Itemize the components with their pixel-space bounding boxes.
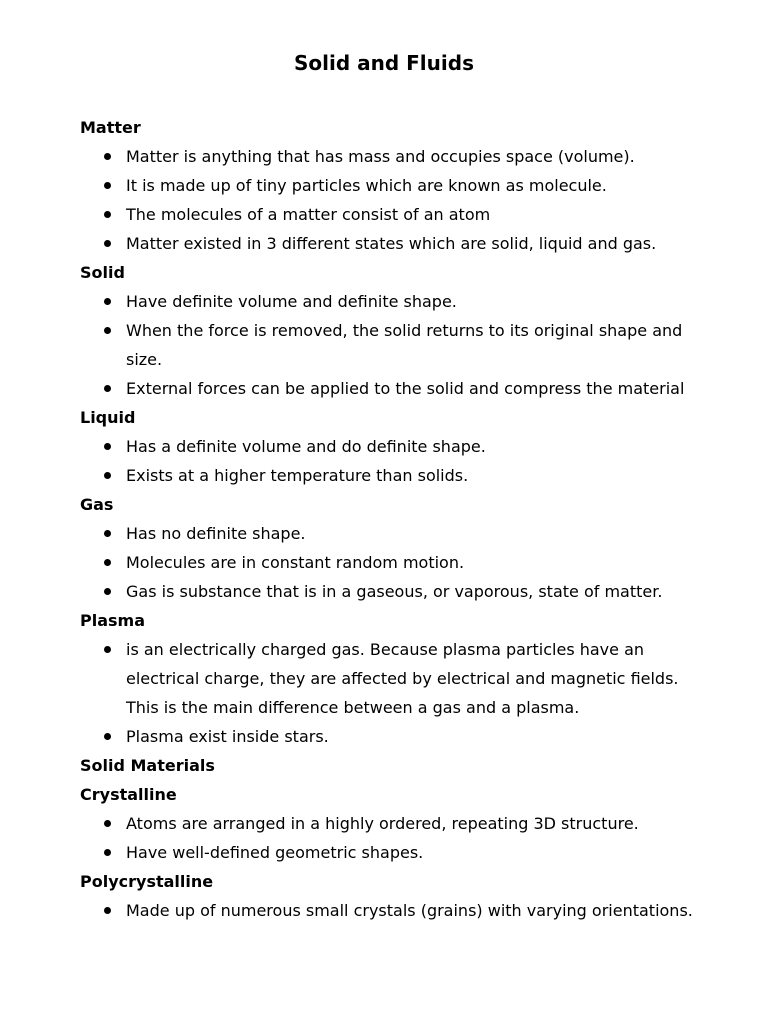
list-item-text: Made up of numerous small crystals (grains) with varying orientations. [126,901,693,920]
bullet-icon [104,733,111,740]
bullet-icon [104,530,111,537]
list-item-text: Exists at a higher temperature than solids. [126,466,469,485]
list-item-text: It is made up of tiny particles which are known as molecule. [126,176,607,195]
bullet-list-solid [80,287,716,403]
bullet-icon [104,646,111,653]
bullet-icon [104,211,111,218]
bullet-icon [104,849,111,856]
bullet-list-polycrystalline [80,896,716,925]
bullet-icon [104,153,111,160]
bullet-icon [104,820,111,827]
list-item [80,548,716,577]
list-item [80,722,716,751]
bullet-icon [104,588,111,595]
bullet-icon [104,907,111,914]
section-heading-gas: Gas [80,495,114,514]
list-item [80,142,716,171]
list-item-text: is an electrically charged gas. Because plasma particles have an electrical charge, they are affected by electrical and magnetic fields. This is the main difference between a gas and a plasma. [126,640,679,717]
bullet-icon [104,443,111,450]
list-item-text: Atoms are arranged in a highly ordered, repeating 3D structure. [126,814,639,833]
list-item [80,374,716,403]
list-item [80,635,716,722]
section-heading-crystalline: Crystalline [80,785,177,804]
section-heading-liquid: Liquid [80,408,136,427]
list-item-text: Matter existed in 3 different states which are solid, liquid and gas. [126,234,657,253]
list-item [80,461,716,490]
list-item [80,287,716,316]
bullet-icon [104,298,111,305]
list-item-text: Plasma exist inside stars. [126,727,329,746]
list-item-text: Matter is anything that has mass and occupies space (volume). [126,147,635,166]
list-item [80,577,716,606]
section-heading-solid-materials: Solid Materials [80,756,215,775]
list-item [80,229,716,258]
bullet-icon [104,327,111,334]
bullet-list-plasma [80,635,716,751]
bullet-list-gas [80,519,716,606]
document-title: Solid and Fluids [294,51,474,75]
bullet-icon [104,472,111,479]
list-item [80,200,716,229]
bullet-list-liquid [80,432,716,490]
list-item [80,316,716,374]
section-heading-plasma: Plasma [80,611,145,630]
section-heading-solid: Solid [80,263,125,282]
list-item [80,432,716,461]
list-item-text: Have well-defined geometric shapes. [126,843,424,862]
list-item [80,519,716,548]
list-item-text: The molecules of a matter consist of an atom [126,205,491,224]
list-item-text: When the force is removed, the solid returns to its original shape and size. [126,321,683,369]
list-item-text: Has no definite shape. [126,524,306,543]
list-item-text: External forces can be applied to the solid and compress the material [126,379,685,398]
list-item [80,896,716,925]
bullet-list-crystalline [80,809,716,867]
list-item [80,171,716,200]
bullet-list-matter [80,142,716,258]
list-item-text: Have definite volume and definite shape. [126,292,457,311]
document-body [80,113,716,925]
list-item-text: Has a definite volume and do definite shape. [126,437,486,456]
bullet-icon [104,182,111,189]
section-heading-polycrystalline: Polycrystalline [80,872,214,891]
bullet-icon [104,240,111,247]
list-item [80,838,716,867]
list-item-text: Gas is substance that is in a gaseous, or vaporous, state of matter. [126,582,663,601]
bullet-icon [104,559,111,566]
section-heading-matter: Matter [80,118,141,137]
bullet-icon [104,385,111,392]
list-item-text: Molecules are in constant random motion. [126,553,465,572]
list-item [80,809,716,838]
